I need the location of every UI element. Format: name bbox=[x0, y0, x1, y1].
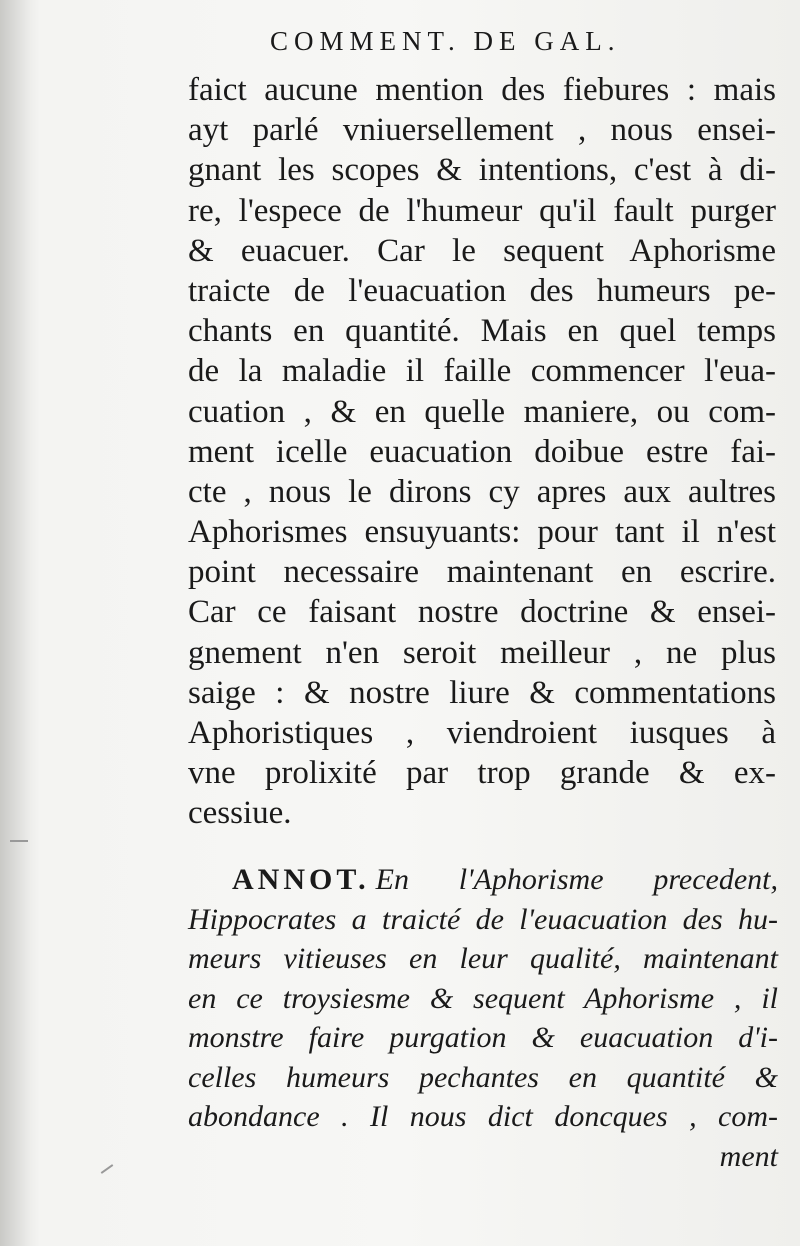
body-line: cte , nous le dirons cy apres aux aultres bbox=[188, 473, 776, 510]
annotation-first-line: En l'Aphorisme precedent, bbox=[375, 863, 778, 896]
body-line: Aphoristiques , viendroient iusques à bbox=[188, 715, 776, 751]
annotation-line: celles humeurs pechantes en quantité & bbox=[188, 1060, 778, 1094]
margin-mark bbox=[101, 1164, 114, 1174]
annotation-line: Hippocrates a traicté de l'euacuation des hu- bbox=[188, 902, 778, 936]
body-line: ayt parlé vniuersellement , nous ensei- bbox=[188, 112, 776, 149]
body-line: chants en quantité. Mais en quel temps bbox=[188, 313, 776, 350]
body-line: Car ce faisant nostre doctrine & ensei- bbox=[188, 594, 776, 631]
body-line: & euacuer. Car le sequent Aphorisme bbox=[188, 232, 776, 269]
body-line: traicte de l'euacuation des humeurs pe- bbox=[188, 272, 776, 309]
body-line: Aphorismes ensuyuants: pour tant il n'est bbox=[188, 514, 776, 551]
annotation-line: monstre faire purgation & euacuation d'i- bbox=[188, 1021, 778, 1054]
body-line: de la maladie il faille commencer l'eua- bbox=[188, 353, 776, 390]
body-line: gnement n'en seroit meilleur , ne plus bbox=[188, 634, 776, 671]
body-line: saige : & nostre liure & commentations bbox=[188, 674, 776, 711]
body-line: cessiue. bbox=[188, 795, 292, 832]
body-line: re, l'espece de l'humeur qu'il fault purger bbox=[188, 192, 776, 229]
annotation-line: en ce troysiesme & sequent Aphorisme , il bbox=[188, 981, 778, 1015]
annotation-lead: ANNOT. bbox=[232, 863, 370, 896]
body-line: vne prolixité par trop grande & ex- bbox=[188, 755, 776, 792]
catchword: ment bbox=[719, 1139, 778, 1173]
annotation-line: meurs vitieuses en leur qualité, maintenant bbox=[188, 942, 778, 975]
body-line: ment icelle euacuation doibue estre fai- bbox=[188, 433, 776, 470]
margin-mark bbox=[10, 840, 28, 842]
page-gutter-shadow bbox=[0, 0, 30, 1246]
commentary-body bbox=[188, 70, 776, 834]
body-line: cuation , & en quelle maniere, ou com- bbox=[188, 393, 776, 430]
body-line: faict aucune mention des fiebures : mais bbox=[188, 72, 776, 108]
body-line: gnant les scopes & intentions, c'est à di- bbox=[188, 152, 776, 189]
annotation-line: abondance . Il nous dict doncques , com- bbox=[188, 1100, 778, 1133]
running-header: COMMENT. DE GAL. bbox=[270, 26, 621, 56]
annotation-line bbox=[188, 860, 778, 900]
annotation-block bbox=[188, 860, 778, 1176]
body-line: point necessaire maintenant en escrire. bbox=[188, 554, 776, 591]
